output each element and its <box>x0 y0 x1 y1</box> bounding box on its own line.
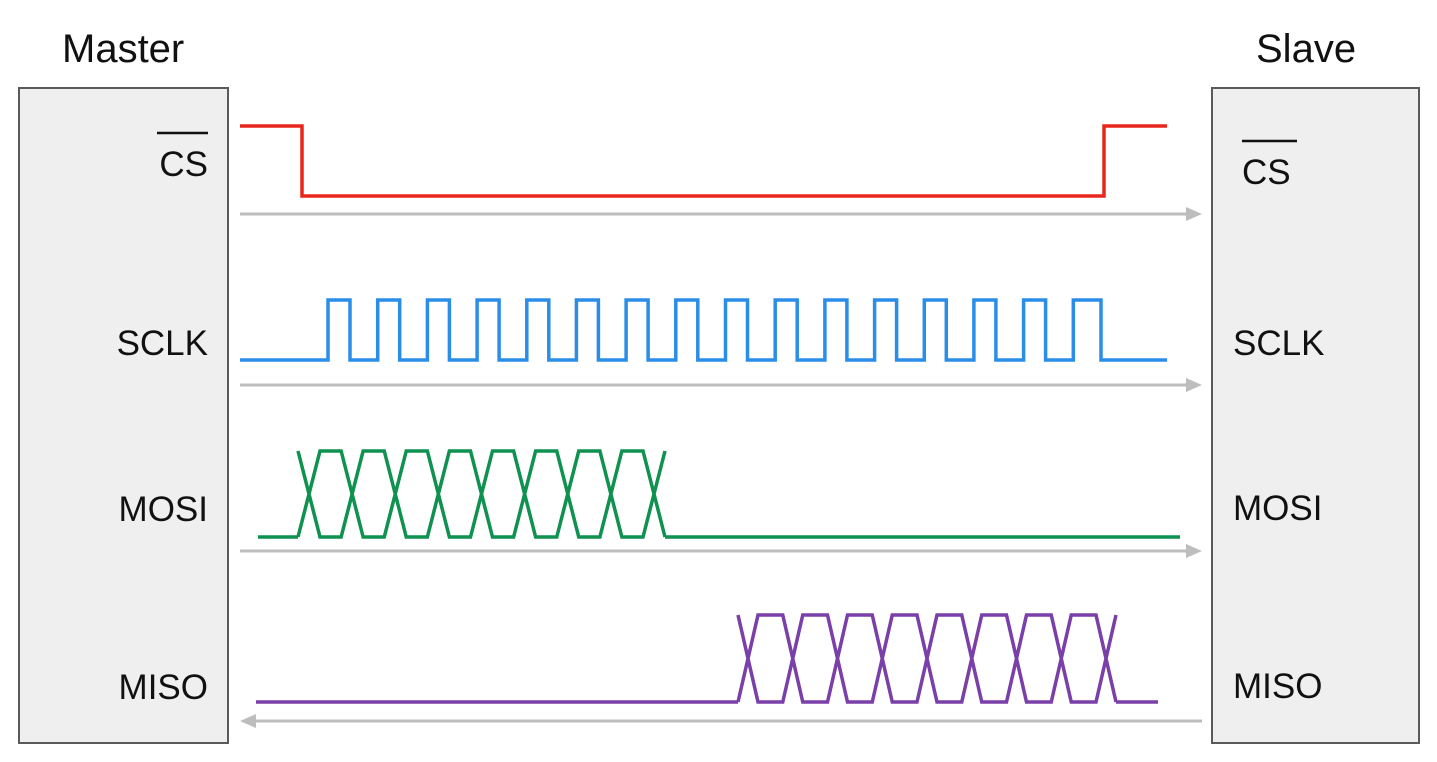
sclk-waveform <box>240 300 1167 360</box>
master-label-miso: MISO <box>118 668 208 707</box>
slave-label-cs: CS <box>1242 153 1291 192</box>
cs-direction-arrow <box>240 207 1202 221</box>
sclk-direction-arrow <box>240 378 1202 392</box>
master-label-mosi: MOSI <box>118 490 208 529</box>
master-box <box>19 88 228 743</box>
master-title: Master <box>62 27 185 71</box>
slave-label-sclk: SCLK <box>1233 324 1325 363</box>
slave-label-miso: MISO <box>1233 667 1323 706</box>
slave-label-mosi: MOSI <box>1233 489 1323 528</box>
master-label-cs: CS <box>159 145 208 184</box>
miso-waveform <box>256 615 1158 702</box>
mosi-waveform <box>258 451 1180 537</box>
mosi-direction-arrow <box>240 544 1202 558</box>
master-label-sclk: SCLK <box>116 324 208 363</box>
cs-waveform <box>240 126 1167 196</box>
slave-title: Slave <box>1256 27 1357 71</box>
miso-direction-arrow <box>240 714 1202 728</box>
